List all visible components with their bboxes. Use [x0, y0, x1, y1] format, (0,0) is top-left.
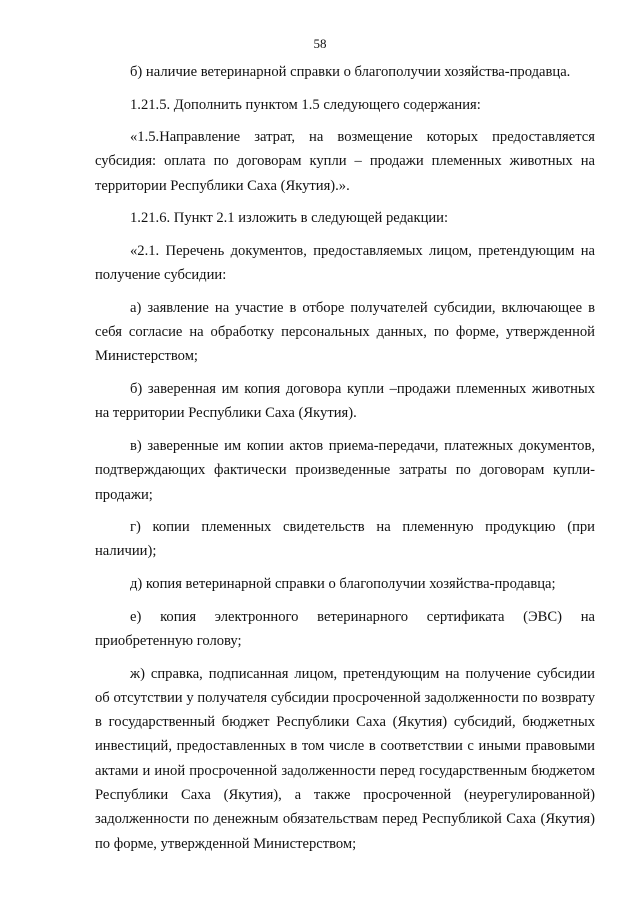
- paragraph: е) копия электронного ветеринарного сертификата (ЭВС) на приобретенную голову;: [95, 608, 595, 649]
- paragraph: а) заявление на участие в отборе получателей субсидии, включающее в себя согласие на обработку персональных данных, по форме, утвержденной Министерством;: [95, 299, 595, 365]
- document-body: [95, 60, 595, 856]
- paragraph: «2.1. Перечень документов, предоставляемых лицом, претендующим на получение субсидии:: [95, 242, 595, 284]
- paragraph: 1.21.6. Пункт 2.1 изложить в следующей редакции:: [130, 210, 449, 227]
- paragraph: в) заверенные им копии актов приема-передачи, платежных документов, подтверждающих фактически произведенные затраты по договорам купли-продажи;: [95, 437, 595, 503]
- paragraph: «1.5.Направление затрат, на возмещение которых предоставляется субсидия: оплата по договорам купли – продажи племенных животных на территории Республики Саха (Якутия).».: [95, 129, 595, 194]
- paragraph: б) заверенная им копия договора купли –продажи племенных животных на территории Республики Саха (Якутия).: [95, 381, 595, 422]
- paragraph: б) наличие ветеринарной справки о благополучии хозяйства-продавца.: [130, 64, 571, 80]
- page-number: 58: [313, 36, 327, 51]
- paragraph: г) копии племенных свидетельств на племенную продукцию (при наличии);: [95, 519, 595, 560]
- paragraph: 1.21.5. Дополнить пунктом 1.5 следующего содержания:: [130, 96, 481, 113]
- paragraph: д) копия ветеринарной справки о благополучии хозяйства-продавца;: [130, 576, 556, 593]
- paragraph: ж) справка, подписанная лицом, претендующим на получение субсидии об отсутствии у получателя субсидии просроченной задолженности по возврату в государственный бюджет Республики Саха (Якутия) субсидий, бюджетных инвестиций, предоставленных в том числе в соответствии с иными правовыми актами и иной просроченной задолженности перед государственным бюджетом Республики Саха (Якутия), а также просроченной (неурегулированной) задолженности по денежным обязательствам перед Республикой Саха (Якутия) по форме, утвержденной Министерством;: [95, 665, 595, 852]
